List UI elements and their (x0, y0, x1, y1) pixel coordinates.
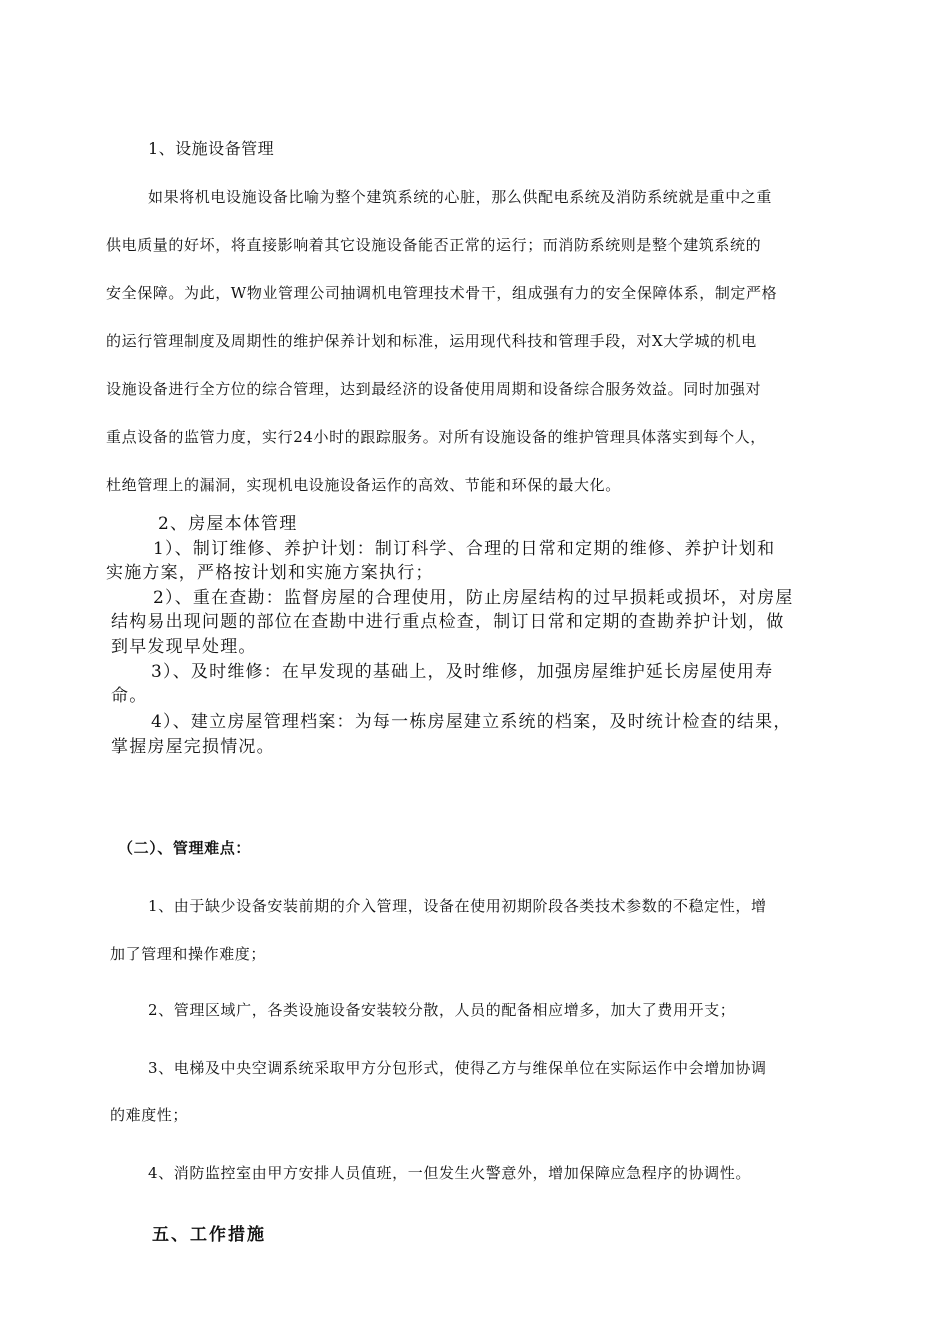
paragraph-line: 供电质量的好坏，将直接影响着其它设施设备能否正常的运行；而消防系统则是整个建筑系统的 (106, 236, 762, 254)
paragraph-line: 加了管理和操作难度； (110, 945, 267, 963)
paragraph-line: 2、管理区域广，各类设施设备安装较分散，人员的配备相应增多，加大了费用开支； (148, 1001, 736, 1019)
paragraph-line: 3、电梯及中央空调系统采取甲方分包形式，使得乙方与维保单位在实际运作中会增加协调 (148, 1059, 767, 1077)
paragraph-line: 设施设备进行全方位的综合管理，达到最经济的设备使用周期和设备综合服务效益。同时加强对 (106, 380, 762, 398)
paragraph-line: 重点设备的监管力度，实行24小时的跟踪服务。对所有设施设备的维护管理具体落实到每个人， (106, 428, 766, 446)
section-heading-difficulties: （二）、管理难点： (118, 839, 251, 857)
paragraph-line: 杜绝管理上的漏洞，实现机电设施设备运作的高效、节能和环保的最大化。 (106, 476, 621, 494)
paragraph-line: 4）、建立房屋管理档案：为每一栋房屋建立系统的档案，及时统计检查的结果， (151, 712, 792, 732)
section-heading-facilities: 1、设施设备管理 (148, 139, 275, 158)
section-heading-building: 2、房屋本体管理 (158, 514, 298, 534)
paragraph-line: 1、由于缺少设备安装前期的介入管理，设备在使用初期阶段各类技术参数的不稳定性，增 (148, 897, 767, 915)
paragraph-line: 安全保障。为此，W物业管理公司抽调机电管理技术骨干，组成强有力的安全保障体系，制定严格 (106, 284, 778, 302)
paragraph-line: 掌握房屋完损情况。 (111, 737, 275, 757)
paragraph-line: 实施方案，严格按计划和实施方案执行； (106, 563, 434, 583)
paragraph-line: 1）、制订维修、养护计划：制订科学、合理的日常和定期的维修、养护计划和 (153, 539, 776, 559)
section-heading-work-measures: 五、工作措施 (152, 1225, 266, 1245)
paragraph-line: 3）、及时维修：在早发现的基础上，及时维修，加强房屋维护延长房屋使用寿 (151, 662, 774, 682)
paragraph-line: 到早发现早处理。 (111, 637, 257, 657)
paragraph-line: 的难度性； (110, 1106, 189, 1124)
paragraph-line: 命。 (111, 686, 148, 706)
paragraph-line: 如果将机电设施设备比喻为整个建筑系统的心脏，那么供配电系统及消防系统就是重中之重 (148, 188, 773, 206)
paragraph-line: 结构易出现问题的部位在查勘中进行重点检查，制订日常和定期的查勘养护计划，做 (111, 612, 785, 632)
paragraph-line: 4、消防监控室由甲方安排人员值班，一但发生火警意外，增加保障应急程序的协调性。 (148, 1164, 751, 1182)
paragraph-line: 的运行管理制度及周期性的维护保养计划和标准，运用现代科技和管理手段，对X大学城的机电 (106, 332, 757, 350)
paragraph-line: 2）、重在查勘：监督房屋的合理使用，防止房屋结构的过早损耗或损坏，对房屋 (153, 588, 794, 608)
